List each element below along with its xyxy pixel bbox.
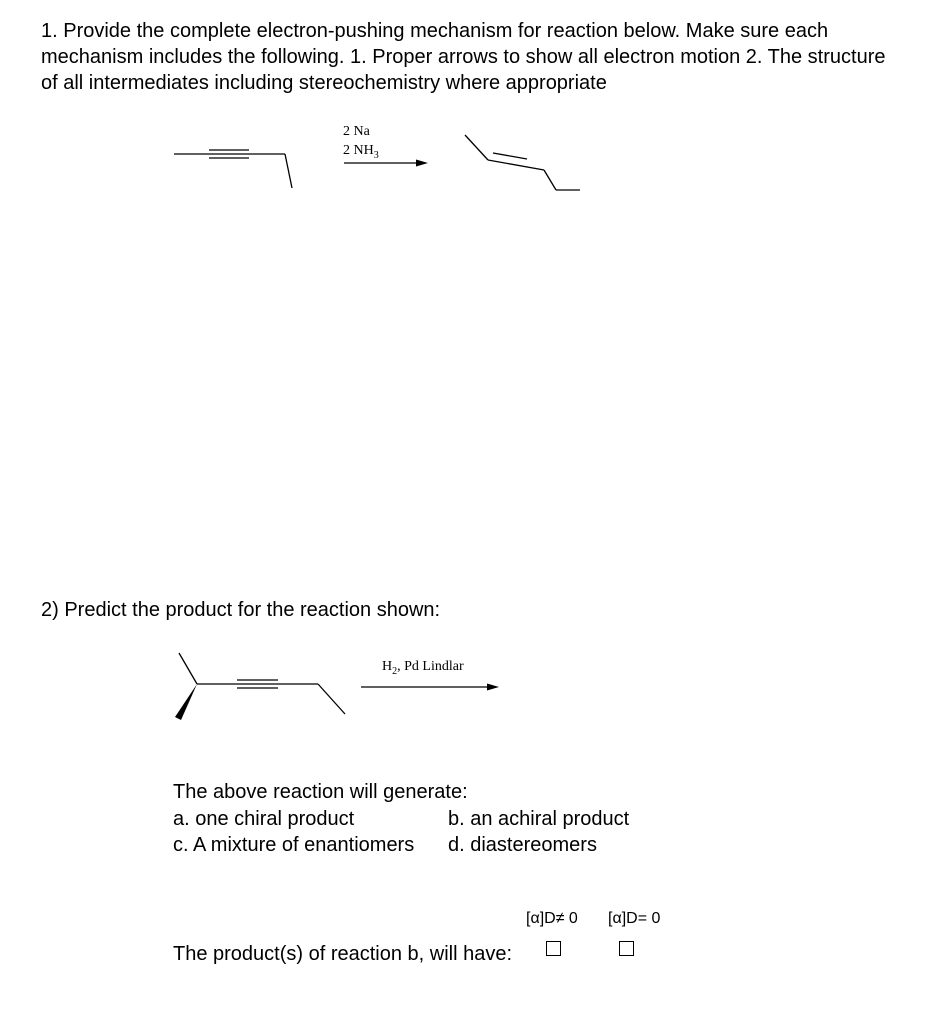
reagent-nh3-main: 2 NH [343,143,374,158]
reagent-pd-lindlar: , Pd Lindlar [397,659,464,674]
rotation-zero-label: [α]D= 0 [608,910,661,927]
question-2-prompt: The above reaction will generate: [173,781,468,803]
reaction-arrow-2 [361,684,499,691]
reagent-na: 2 Na [343,124,370,139]
reagent-h: H [382,659,393,674]
reagent-nh3-sub: 3 [373,149,379,161]
checkbox-rotation-zero[interactable] [619,941,634,956]
option-b: b. an achiral product [448,808,630,830]
reactant-alkyne-2 [179,653,345,714]
option-d: d. diastereomers [448,834,597,856]
question-2-title: 2) Predict the product for the reaction shown: [41,599,441,621]
rotation-nonzero-label: [α]D≠ 0 [526,910,578,927]
question-1-text: 1. Provide the complete electron-pushing mechanism for reaction below. Make sure each mechanism includes the following. 1. Proper arrows to show all electron motion 2. The structure of all intermediates including stereochemistry where appropriate [41,20,886,94]
option-c: c. A mixture of enantiomers [173,834,415,856]
reagent-h-sub: 2 [392,665,398,677]
wedge-bond [175,684,197,720]
final-prompt: The product(s) of reaction b, will have: [173,943,513,965]
option-a: a. one chiral product [173,808,355,830]
checkbox-rotation-nonzero[interactable] [546,941,561,956]
